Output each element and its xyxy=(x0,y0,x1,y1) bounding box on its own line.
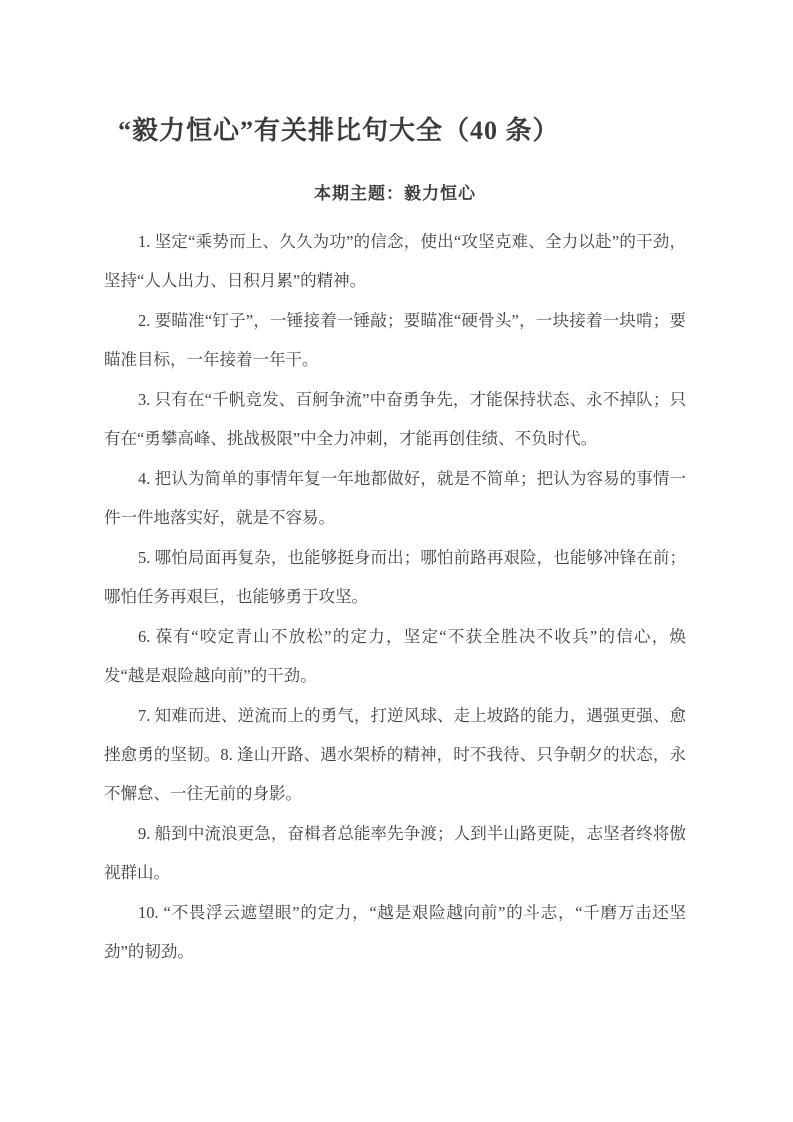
paragraph: 3. 只有在“千帆竞发、百舸争流”中奋勇争先，才能保持状态、永不掉队；只有在“勇攀高峰、挑战极限”中全力冲刺，才能再创佳绩、不负时代。 xyxy=(104,390,686,448)
paragraph: 1. 坚定“乘势而上、久久为功”的信念，使出“攻坚克难、全力以赴”的干劲，坚持“人人出力、日积月累”的精神。 xyxy=(104,232,686,290)
paragraph: 9. 船到中流浪更急，奋楫者总能率先争渡；人到半山路更陡，志坚者终将傲视群山。 xyxy=(104,824,686,882)
topic-subtitle: 本期主题：毅力恒心 xyxy=(314,184,476,203)
page-title: “毅力恒心”有关排比句大全（40 条） xyxy=(118,116,560,145)
paragraph: 4. 把认为简单的事情年复一年地都做好，就是不简单；把认为容易的事情一件一件地落实好，就是不容易。 xyxy=(104,469,686,527)
paragraph: 7. 知难而进、逆流而上的勇气，打逆风球、走上坡路的能力，遇强更强、愈挫愈勇的坚韧。8. 逢山开路、遇水架桥的精神，时不我待、只争朝夕的状态，永不懈怠、一往无前的身影。 xyxy=(104,706,686,803)
paragraph: 10. “不畏浮云遮望眼”的定力，“越是艰险越向前”的斗志，“千磨万击还坚劲”的韧劲。 xyxy=(104,903,686,961)
document-body xyxy=(104,222,686,971)
paragraph: 2. 要瞄准“钉子”，一锤接着一锤敲；要瞄准“硬骨头”，一块接着一块啃；要瞄准目标，一年接着一年干。 xyxy=(104,311,686,369)
paragraph: 5. 哪怕局面再复杂，也能够挺身而出；哪怕前路再艰险，也能够冲锋在前；哪怕任务再艰巨，也能够勇于攻坚。 xyxy=(104,548,686,606)
paragraph: 6. 葆有“咬定青山不放松”的定力，坚定“不获全胜决不收兵”的信心，焕发“越是艰险越向前”的干劲。 xyxy=(104,627,686,685)
